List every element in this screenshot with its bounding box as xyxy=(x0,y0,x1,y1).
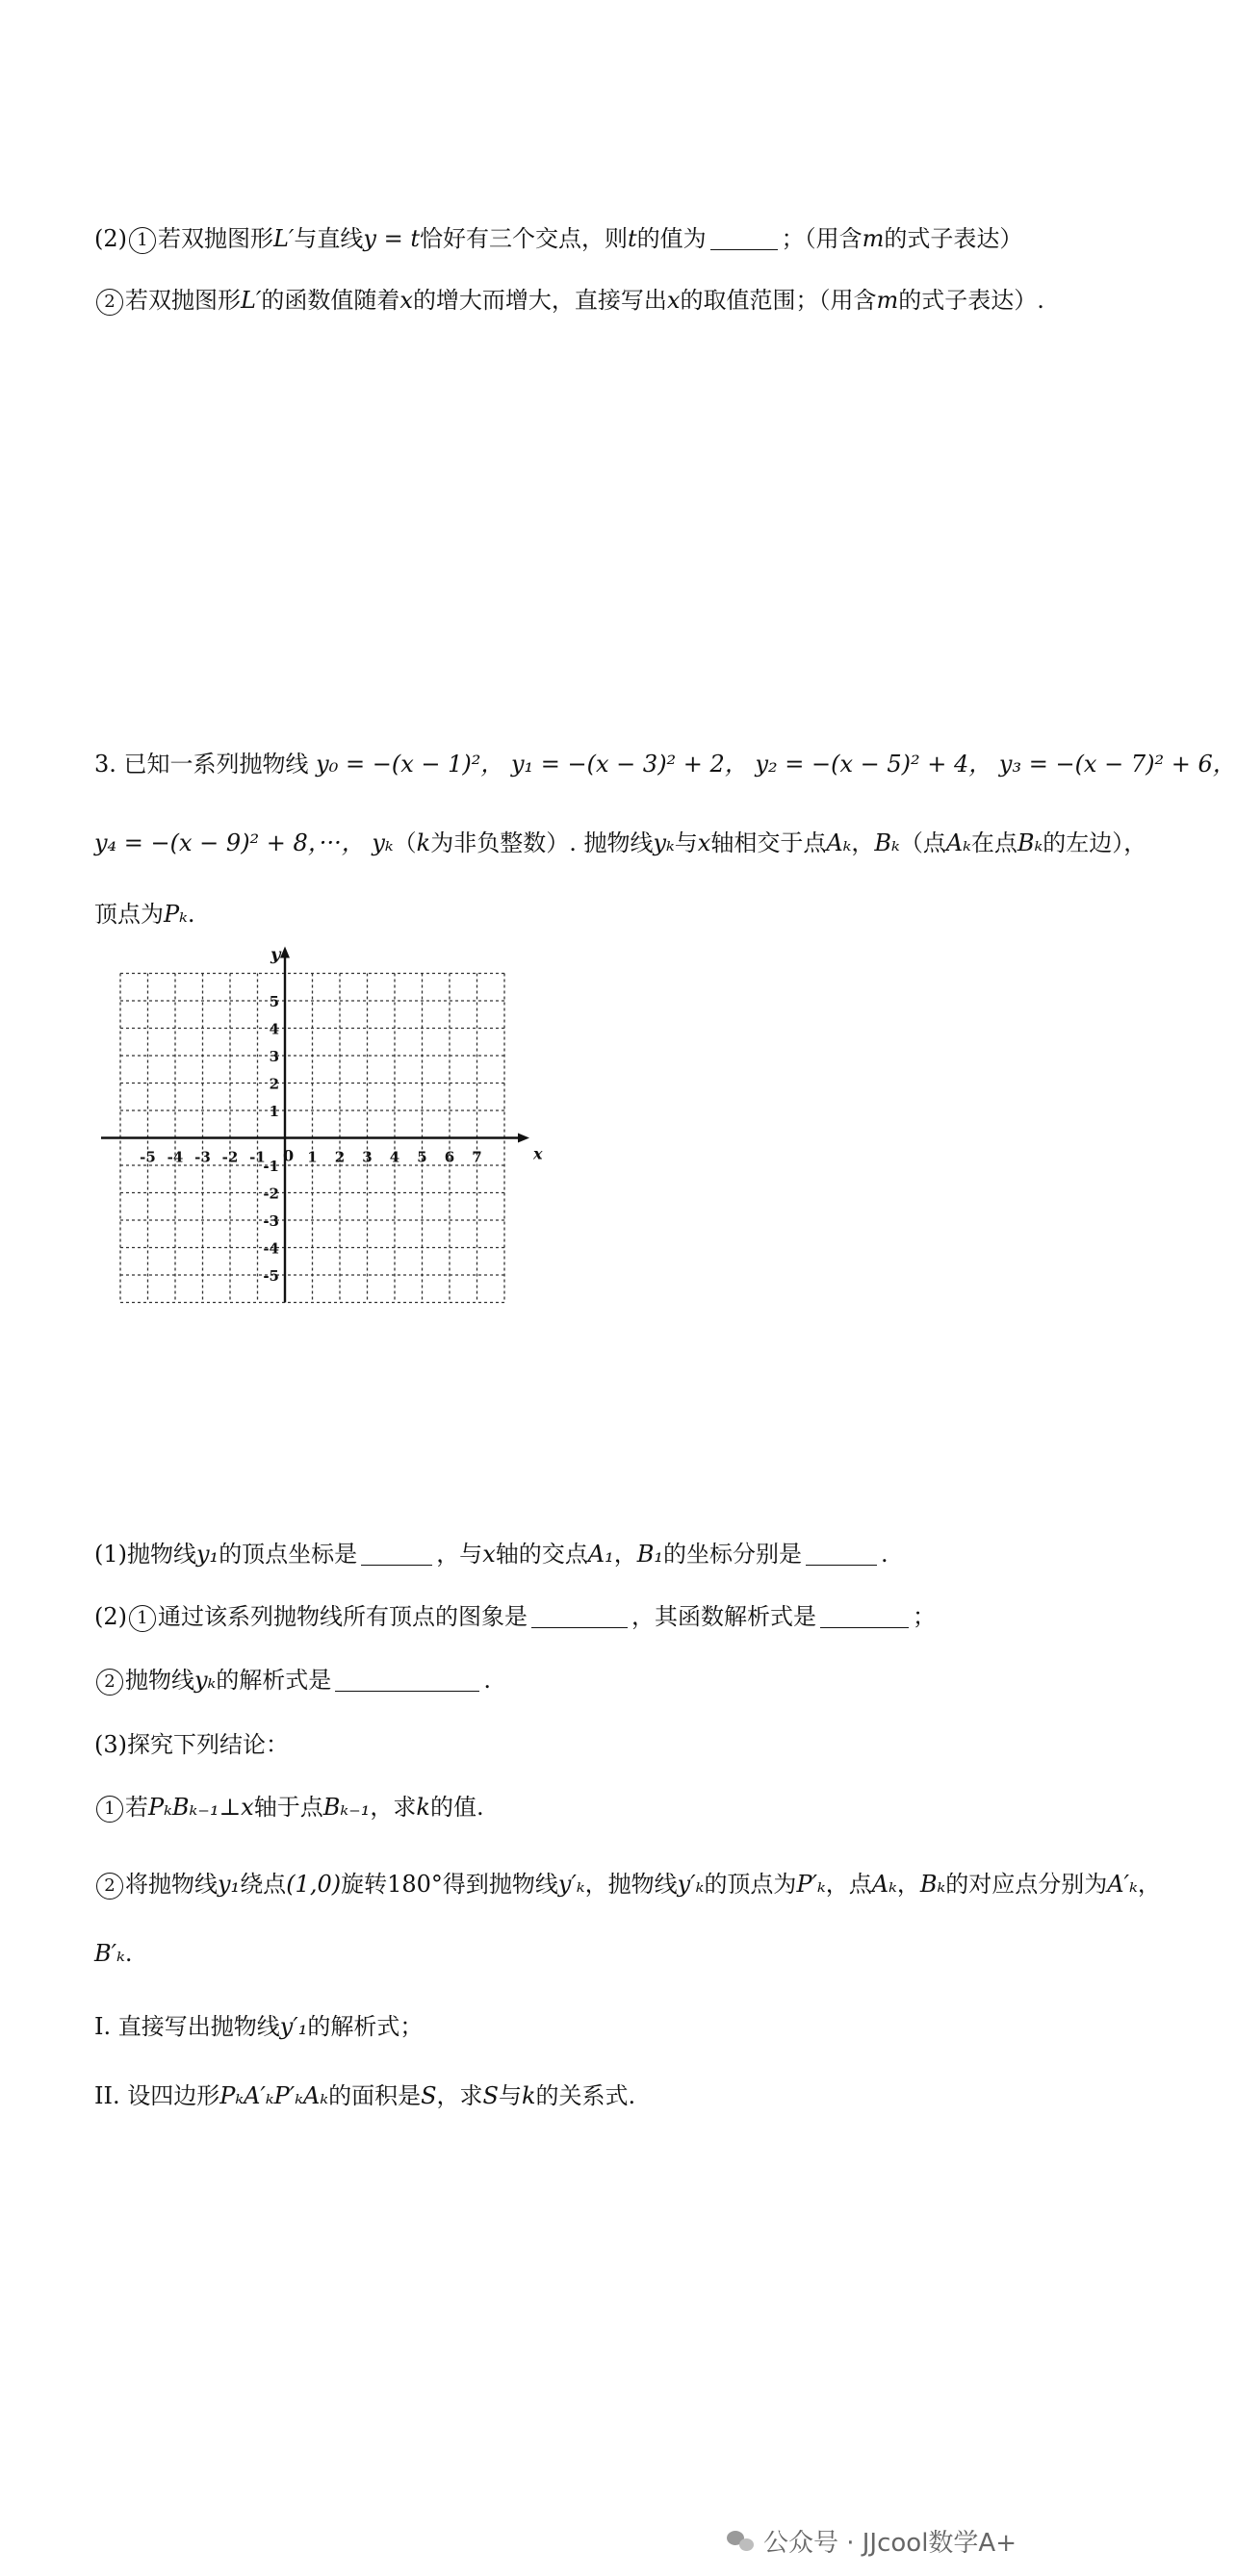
circled-number: 1 xyxy=(129,1605,156,1632)
x-tick-label: -1 xyxy=(249,1148,266,1166)
circled-number: 2 xyxy=(96,1669,123,1696)
y-tick-label: 1 xyxy=(269,1103,279,1120)
circled-number: 2 xyxy=(96,1873,123,1900)
question-3-2-cont: B′ₖ. xyxy=(94,1940,133,1967)
coordinate-grid xyxy=(101,944,543,1501)
x-tick-label: 1 xyxy=(307,1148,318,1166)
watermark xyxy=(727,2523,1017,2559)
question-3-2: 2 将抛物线y₁绕点(1,0)旋转180°得到抛物线y′ₖ，抛物线y′ₖ的顶点为P′ₖ，点Aₖ，Bₖ的对应点分别为A′ₖ， xyxy=(94,1867,1161,1901)
answer-blank xyxy=(806,1542,877,1566)
x-axis-arrow xyxy=(518,1134,529,1143)
origin-label: 0 xyxy=(283,1146,295,1165)
question-II: II. 设四边形PₖA′ₖP′ₖAₖ的面积是S，求S与k的关系式. xyxy=(94,2082,636,2109)
y-tick-label: 4 xyxy=(269,1020,279,1038)
grid-svg xyxy=(101,944,543,1501)
answer-blank xyxy=(335,1668,479,1692)
question-2-1: (2) 1 通过该系列抛物线所有顶点的图象是 ，其函数解析式是 ； xyxy=(94,1603,936,1630)
circled-number: 1 xyxy=(129,227,156,254)
y-tick-label: -1 xyxy=(263,1158,279,1175)
answer-blank xyxy=(531,1604,628,1628)
y-tick-label: -2 xyxy=(263,1185,279,1203)
y-axis-arrow xyxy=(280,947,290,958)
y-axis-label: y xyxy=(270,944,281,965)
y-tick-label: 3 xyxy=(269,1048,279,1065)
watermark-text: 公众号 · JJcool数学A+ xyxy=(762,2529,1017,2558)
problem3-line1: 3. 已知一系列抛物线 y₀ = −(x − 1)²， y₁ = −(x − 3)² + 2， y₂ = −(x − 5)² + 4， y₃ = −(x − 7)² + 6， xyxy=(94,751,1236,778)
circled-number: 1 xyxy=(96,1796,123,1823)
y-tick-label: -3 xyxy=(263,1212,279,1230)
part2-question-2: 2 若双抛图形L′的函数值随着x的增大而增大，直接写出x的取值范围；（用含m的式子表达）. xyxy=(94,283,1044,318)
answer-blank xyxy=(820,1604,909,1628)
problem3-line2: y₄ = −(x − 9)² + 8，···， yₖ（k为非负整数）. 抛物线yₖ与x轴相交于点Aₖ，Bₖ（点Aₖ在点Bₖ的左边）， xyxy=(94,829,1147,856)
part2-question-1: (2) 1 若双抛图形L′与直线y = t恰好有三个交点，则t的值为 ；（用含m的式子表达） xyxy=(94,225,1023,252)
x-tick-label: 7 xyxy=(472,1148,482,1166)
y-tick-label: -5 xyxy=(263,1267,279,1285)
chat-bubble-icon xyxy=(727,2531,756,2552)
x-tick-label: -3 xyxy=(194,1148,211,1166)
x-tick-label: -4 xyxy=(167,1148,184,1166)
x-tick-label: 6 xyxy=(444,1148,455,1166)
question-3: (3)探究下列结论： xyxy=(94,1731,289,1758)
question-2-2: 2 抛物线yₖ的解析式是 . xyxy=(94,1663,491,1697)
x-tick-label: 5 xyxy=(417,1148,427,1166)
question-1: (1)抛物线y₁的顶点坐标是 ，与x轴的交点A₁，B₁的坐标分别是 . xyxy=(94,1541,888,1568)
question-I: I. 直接写出抛物线y′₁的解析式； xyxy=(94,2013,424,2040)
problem3-line3: 顶点为Pₖ. xyxy=(94,901,195,928)
circled-number: 2 xyxy=(96,289,123,316)
x-tick-label: 3 xyxy=(362,1148,373,1166)
y-tick-label: 5 xyxy=(269,993,279,1010)
x-tick-label: -5 xyxy=(140,1148,156,1166)
answer-blank xyxy=(710,226,778,250)
question-3-1: 1 若PₖBₖ₋₁⊥x轴于点Bₖ₋₁，求k的值. xyxy=(94,1790,484,1824)
x-tick-label: 2 xyxy=(334,1148,346,1166)
y-tick-label: -4 xyxy=(263,1239,279,1258)
x-tick-label: 4 xyxy=(389,1148,400,1166)
x-axis-label: x xyxy=(533,1144,543,1163)
x-tick-label: -2 xyxy=(221,1148,239,1166)
y-tick-label: 2 xyxy=(269,1075,279,1093)
answer-blank xyxy=(361,1542,432,1566)
